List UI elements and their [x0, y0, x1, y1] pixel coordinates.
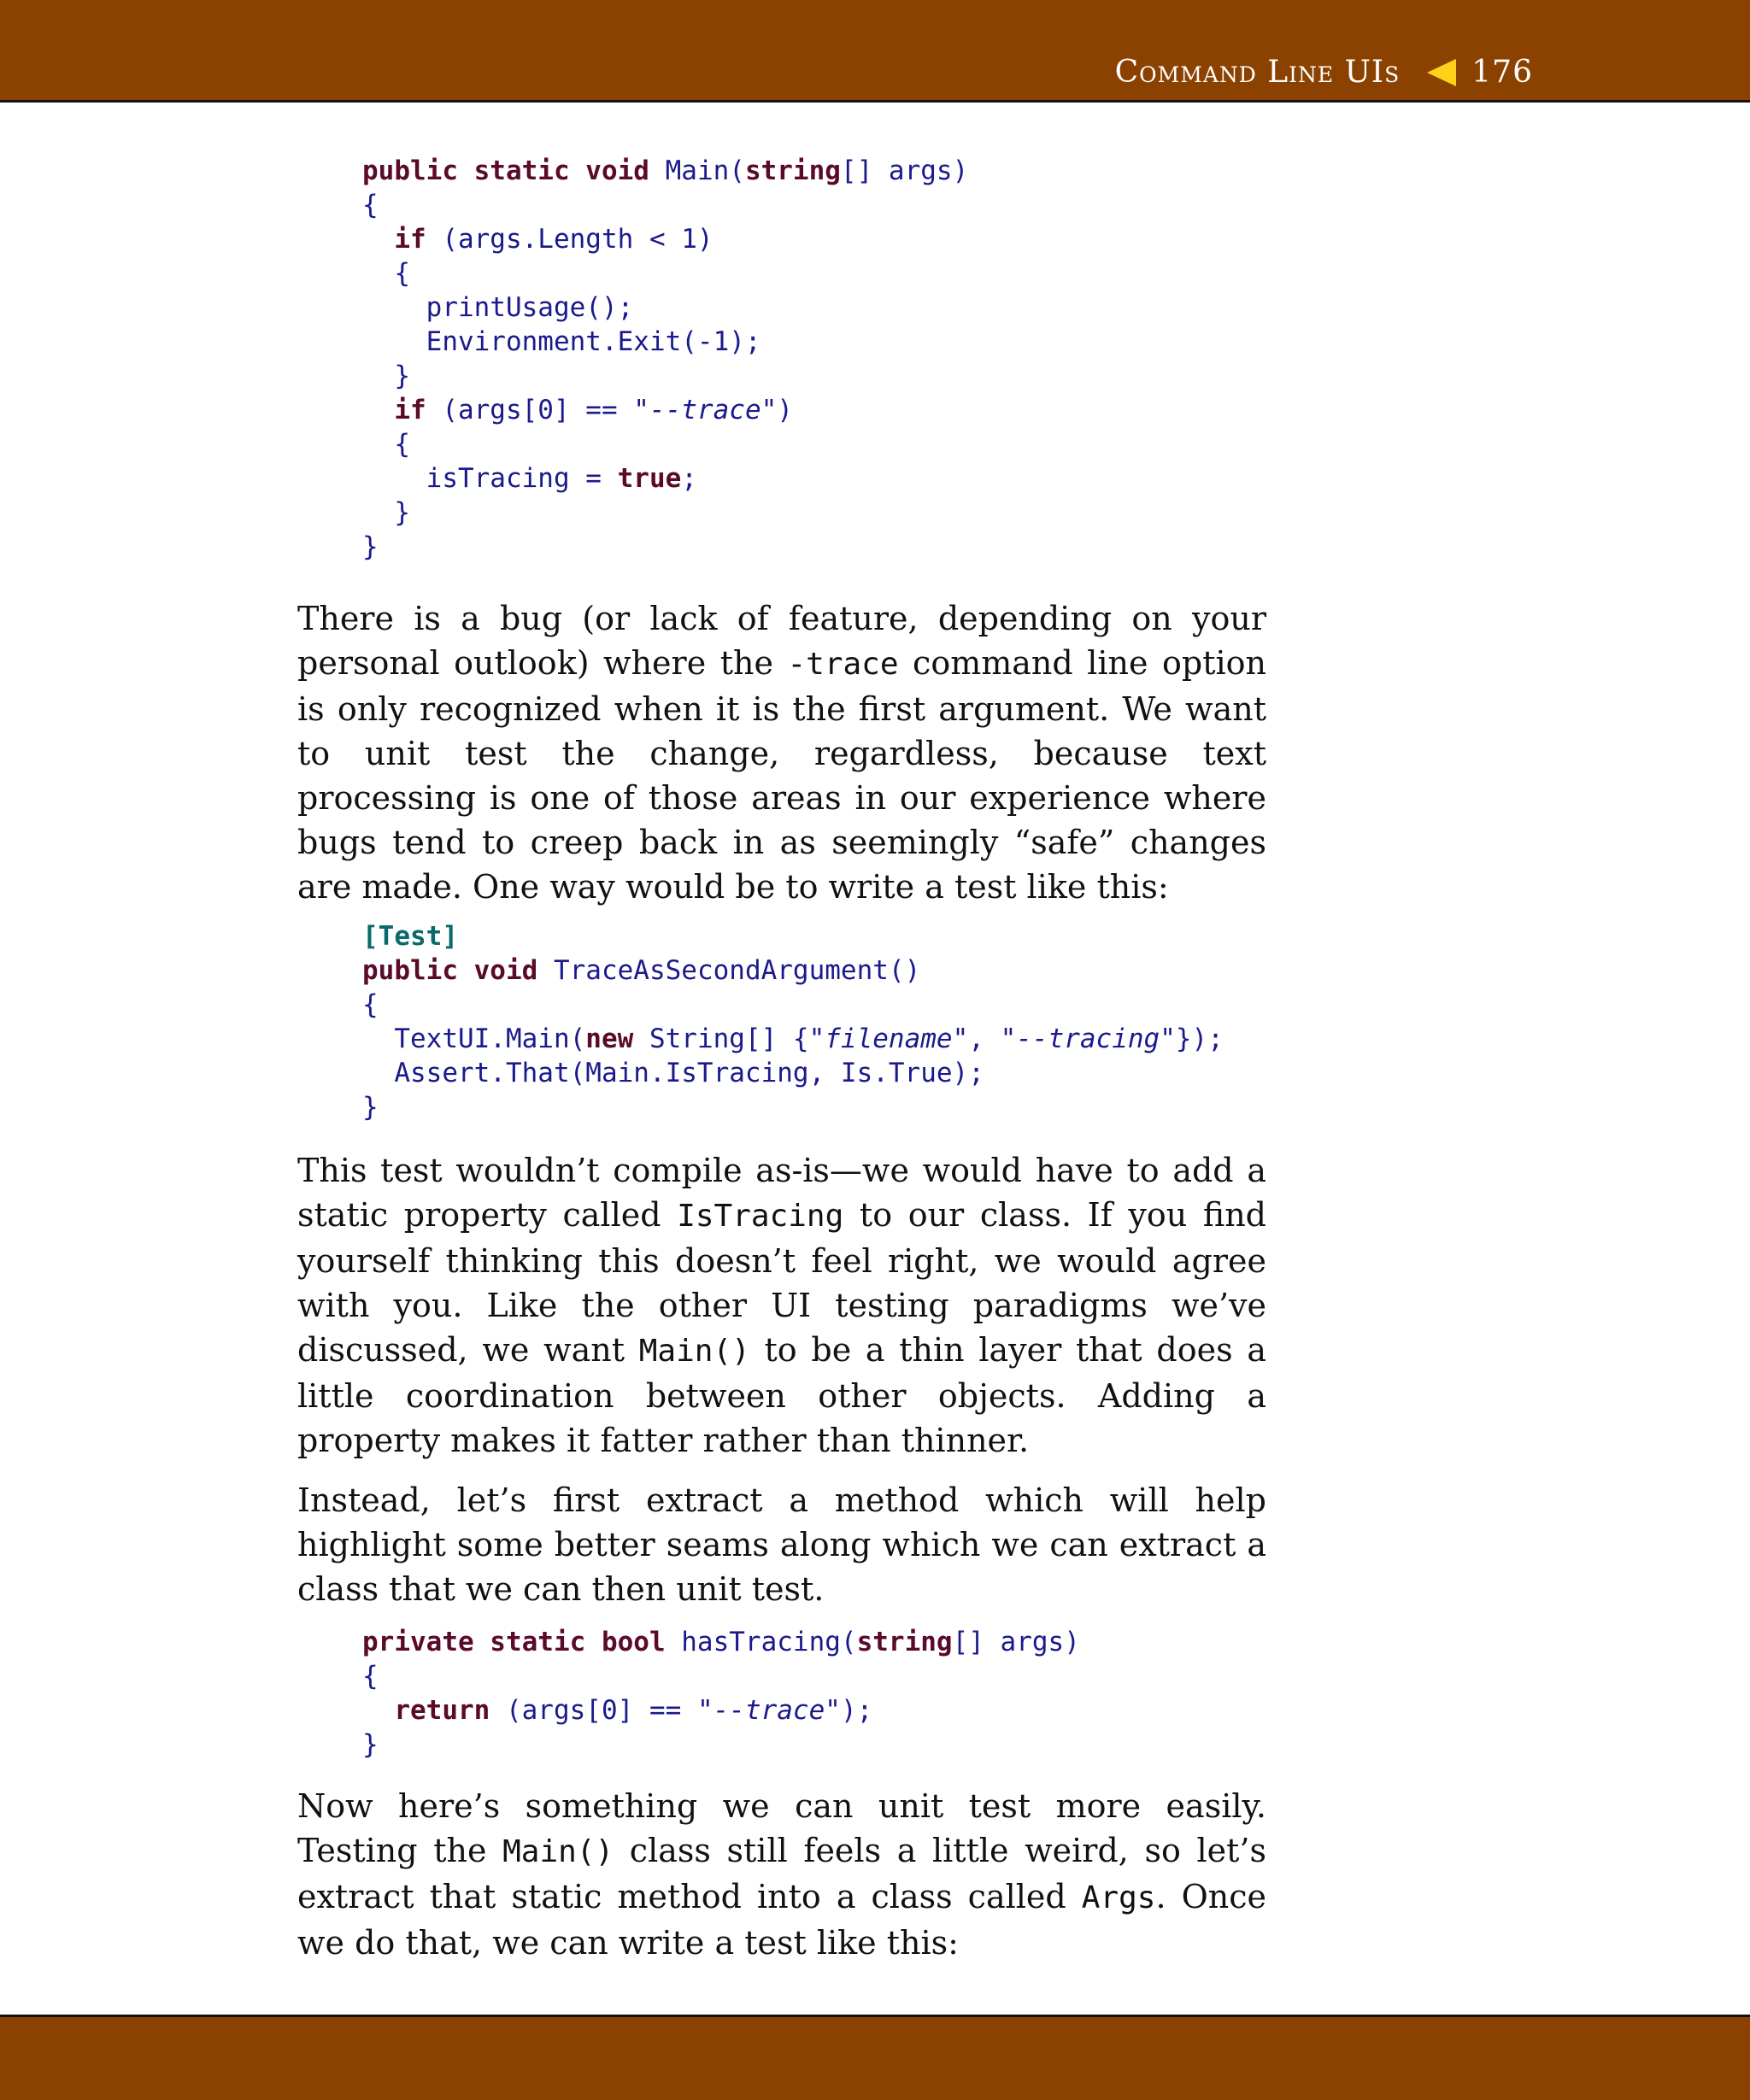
code-token: hasTracing(: [665, 1627, 857, 1657]
code-token: );: [840, 1695, 873, 1726]
code-line: [362, 393, 968, 427]
code-token: (args[0] ==: [490, 1695, 697, 1726]
code-line: [362, 325, 968, 359]
code-token: }: [362, 1729, 379, 1760]
code-line: [362, 461, 968, 496]
paragraph-unit-test: [297, 1784, 1266, 1965]
paragraph-trace-bug: [297, 596, 1266, 909]
code-token: [362, 1695, 394, 1726]
text-run: Now here’s something we can unit test more easily. Testing the: [297, 1787, 1266, 1869]
code-token: return: [394, 1695, 490, 1726]
code-line: [362, 222, 968, 256]
running-header: [1115, 55, 1533, 90]
code-token: [] args): [952, 1627, 1080, 1657]
code-token: TextUI.Main(: [362, 1024, 586, 1054]
code-token: public void: [362, 955, 538, 986]
code-line: [362, 988, 1224, 1022]
code-token: "filename": [808, 1024, 969, 1054]
code-token: }: [362, 497, 410, 528]
header-bar: [0, 0, 1750, 103]
code-token: if: [394, 224, 426, 255]
code-token: {: [362, 190, 379, 220]
text-run: to our class. If you find yourself thinking this doesn’t feel right, we would agree with you. Like the other UI testing paradigms we’ve discussed, we want: [297, 1196, 1266, 1369]
inline-code: Args: [1081, 1880, 1156, 1915]
text-run: class still feels a little weird, so let’s extract that static method into a class called: [297, 1832, 1266, 1915]
code-token: "--trace": [696, 1695, 841, 1726]
code-line: [362, 1090, 1224, 1124]
code-token: isTracing =: [362, 463, 618, 494]
code-token: Main(: [649, 155, 745, 186]
code-token: (args.Length < 1): [426, 224, 714, 255]
code-token: TraceAsSecondArgument(): [537, 955, 921, 986]
code-line: [362, 919, 1224, 953]
code-token: ,: [968, 1024, 1001, 1054]
code-token: if: [394, 395, 426, 425]
text-run: to be a thin layer that does a little coordination between other objects. Adding a property makes it fatter rather than thinner.: [297, 1331, 1266, 1459]
code-token: }: [362, 1092, 379, 1123]
inline-code: Main(): [502, 1834, 614, 1869]
text-run: There is a bug (or lack of feature, depending on your personal outlook) where the: [297, 600, 1266, 682]
code-token: "--tracing": [1000, 1024, 1176, 1054]
code-token: }: [362, 361, 410, 391]
text-run: This test wouldn’t compile as-is—we would have to add a static property called: [297, 1152, 1266, 1234]
code-line: [362, 290, 968, 325]
paragraph-compile: [297, 1148, 1266, 1463]
inline-code: Main(): [638, 1334, 750, 1369]
code-line: [362, 256, 968, 290]
code-token: [362, 395, 394, 425]
code-line: [362, 1056, 1224, 1090]
code-token: "--trace": [633, 395, 778, 425]
code-token: {: [362, 429, 410, 460]
code-line: [362, 496, 968, 530]
code-line: [362, 1022, 1224, 1056]
code-token: });: [1175, 1024, 1224, 1054]
code-token: {: [362, 258, 410, 289]
code-token: true: [617, 463, 682, 494]
code-block-hastracing: [362, 1625, 1080, 1762]
code-line: [362, 427, 968, 461]
chapter-title: Command Line UIs: [1114, 55, 1401, 90]
code-line: [362, 530, 968, 564]
code-token: ;: [681, 463, 697, 494]
code-token: string: [744, 155, 841, 186]
code-token: public static void: [362, 155, 649, 186]
page-number: 176: [1471, 55, 1533, 90]
paragraph-extract-method: [297, 1478, 1266, 1611]
code-token: new: [585, 1024, 634, 1054]
text-run: . Once we do that, we can write a test like this:: [297, 1878, 1266, 1962]
code-token: Assert.That(Main.IsTracing, Is.True);: [362, 1058, 984, 1088]
code-token: ): [777, 395, 793, 425]
code-token: private static bool: [362, 1627, 666, 1657]
back-arrow-icon[interactable]: [1427, 59, 1456, 86]
code-block-main: [362, 154, 968, 564]
inline-code: IsTracing: [677, 1199, 844, 1234]
code-line: [362, 1625, 1080, 1659]
code-token: String[] {: [633, 1024, 809, 1054]
code-token: }: [362, 531, 379, 562]
text-run: Instead, let’s first extract a method which will help highlight some better seams along which we can extract a class that we can then unit test.: [297, 1481, 1266, 1608]
code-token: printUsage();: [362, 292, 634, 323]
code-line: [362, 953, 1224, 988]
inline-code: -trace: [787, 647, 899, 682]
code-token: [362, 224, 394, 255]
code-line: [362, 359, 968, 393]
text-run: command line option is only recognized when it is the first argument. We want to unit test the change, regardless, because text processing is one of those areas in our experience where bugs tend to creep back in as seemingly “safe” changes are made. One way would be to write a test like this:: [297, 644, 1266, 906]
code-line: [362, 1693, 1080, 1728]
code-line: [362, 1728, 1080, 1762]
code-token: [] args): [840, 155, 969, 186]
code-line: [362, 188, 968, 222]
code-block-test: [362, 919, 1224, 1124]
code-token: {: [362, 989, 379, 1020]
code-token: {: [362, 1661, 379, 1692]
code-token: (args[0] ==: [426, 395, 634, 425]
code-line: [362, 154, 968, 188]
code-line: [362, 1659, 1080, 1693]
code-token: [Test]: [362, 921, 458, 952]
code-token: Environment.Exit(-1);: [362, 326, 761, 357]
code-token: string: [856, 1627, 953, 1657]
footer-bar: [0, 2015, 1750, 2100]
